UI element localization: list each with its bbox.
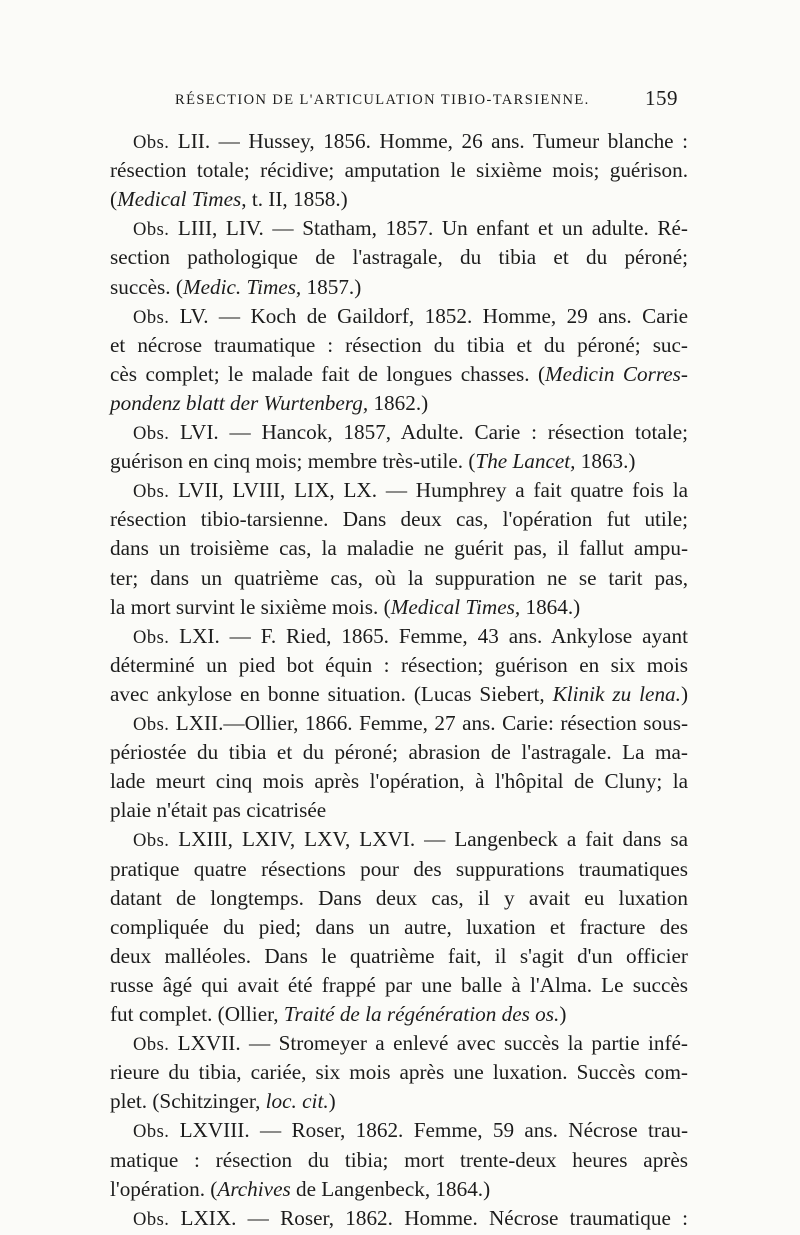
italic-citation: Klinik zu lena.: [552, 681, 681, 706]
italic-citation: Medic. Times,: [182, 274, 302, 299]
text-run: succès. (: [110, 274, 183, 299]
text-run: LV. — Koch de Gaildorf, 1852. Homme, 29 ans. Carie: [179, 303, 688, 328]
text-line: [110, 564, 688, 593]
text-line: [110, 1087, 688, 1116]
text-line: [110, 971, 688, 1000]
text-run: résection tibio-tarsienne. Dans deux cas, l'opération fut utile;: [110, 507, 688, 532]
obs-label: Obs.: [133, 133, 178, 153]
obs-label: Obs.: [133, 482, 179, 503]
text-line: [110, 156, 688, 185]
obs-label: Obs.: [133, 1209, 181, 1230]
text-line: [110, 243, 688, 272]
text-line: [110, 884, 688, 913]
text-line: [133, 1029, 688, 1060]
italic-citation: The Lancet,: [475, 449, 576, 474]
text-line: [133, 418, 688, 449]
text-run: rieure du tibia, cariée, six mois après une luxation. Succès com-: [110, 1060, 688, 1085]
text-run: LXI. — F. Ried, 1865. Femme, 43 ans. Ankylose ayant: [179, 623, 688, 648]
text-line: [133, 825, 688, 856]
text-run: ter; dans un quatrième cas, où la suppuration ne se tarit pas,: [110, 565, 688, 590]
text-run: , t. II, 1858.): [241, 187, 348, 212]
text-line: [110, 942, 688, 971]
obs-label: Obs.: [133, 1035, 178, 1056]
text-run: LXVIII. — Roser, 1862. Femme, 59 ans. Nécrose trau-: [179, 1118, 689, 1143]
text-line: [110, 651, 688, 680]
obs-label: Obs.: [133, 831, 179, 852]
obs-label: Obs.: [133, 715, 176, 735]
text-run: cès complet; le malade fait de longues chasses. (: [110, 361, 546, 386]
text-run: plet. (Schitzinger,: [110, 1089, 266, 1114]
text-run: fut complet. (Ollier,: [110, 1002, 284, 1026]
text-line: [110, 389, 688, 418]
text-run: lade meurt cinq mois après l'opération, à l'hôpital de Cluny; la: [110, 769, 688, 794]
text-run: datant de longtemps. Dans deux cas, il y avait eu luxation: [110, 885, 688, 910]
text-run: deux malléoles. Dans le quatrième fait, il s'agit d'un officier: [110, 943, 688, 968]
page-number: 159: [645, 86, 678, 110]
text-line: [110, 767, 688, 796]
text-run: compliquée du pied; dans un autre, luxation et fracture des: [110, 914, 688, 939]
text-line: [110, 1146, 688, 1175]
text-line: [133, 709, 688, 740]
text-line: [133, 476, 688, 507]
text-line: [110, 738, 688, 767]
text-line: [110, 855, 688, 884]
text-run: 1864.): [520, 594, 581, 619]
italic-citation: pondenz blatt der Wurtenberg,: [110, 390, 369, 415]
text-line: [110, 593, 688, 622]
obs-label: Obs.: [133, 220, 178, 241]
text-run: déterminé un pied bot équin : résection; guérison en six mois: [110, 652, 688, 677]
text-run: ): [559, 1002, 567, 1026]
text-line: [110, 680, 688, 709]
text-run: LXII.—Ollier, 1866. Femme, 27 ans. Carie: résection sous-: [175, 711, 689, 735]
text-run: résection totale; récidive; amputation le sixième mois; guérison.: [110, 158, 688, 183]
text-run: de Langenbeck, 1864.): [290, 1176, 491, 1201]
text-line: [110, 1175, 688, 1204]
text-line: [133, 302, 688, 333]
text-line: [110, 360, 688, 389]
italic-citation: Medical Times,: [390, 594, 521, 619]
italic-citation: Medicin Corres-: [545, 361, 688, 386]
text-line: [110, 1000, 688, 1029]
text-run: et nécrose traumatique : résection du tibia et du péroné; suc-: [110, 332, 688, 357]
text-run: LXIX. — Roser, 1862. Homme. Nécrose traumatique :: [180, 1205, 688, 1230]
text-run: LVII, LVIII, LIX, LX. — Humphrey a fait quatre fois la: [178, 478, 688, 503]
text-line: [110, 1058, 688, 1087]
text-run: section pathologique de l'astragale, du tibia et du péroné;: [110, 245, 688, 270]
text-run: 1863.): [575, 449, 636, 474]
running-head: RÉSECTION DE L'ARTICULATION TIBIO-TARSIENNE.: [175, 92, 590, 108]
text-run: ): [680, 681, 688, 706]
text-line: [133, 1116, 688, 1147]
obs-label: Obs.: [133, 424, 181, 444]
text-line: [110, 331, 688, 360]
text-line: [133, 127, 688, 158]
text-run: LIII, LIV. — Statham, 1857. Un enfant et un adulte. Ré-: [177, 216, 688, 241]
text-line: [110, 447, 688, 476]
text-run: 1857.): [301, 274, 362, 299]
text-line: [110, 185, 688, 214]
italic-citation: Archives: [217, 1176, 291, 1201]
text-line: [133, 214, 688, 245]
text-run: avec ankylose en bonne situation. (Lucas Siebert,: [110, 681, 553, 706]
text-run: LVI. — Hancok, 1857, Adulte. Carie : résection totale;: [180, 420, 688, 444]
italic-citation: Medical Times: [117, 187, 242, 212]
text-run: LXVII. — Stromeyer a enlevé avec succès la partie infé-: [177, 1031, 688, 1056]
text-run: (: [110, 187, 118, 212]
text-line: [110, 505, 688, 534]
text-line: [133, 1204, 688, 1235]
text-run: 1862.): [368, 390, 429, 415]
obs-label: Obs.: [133, 627, 180, 648]
text-run: pratique quatre résections pour des suppurations traumatiques: [110, 856, 688, 881]
text-run: dans un troisième cas, la maladie ne guérit pas, il fallut ampu-: [110, 536, 688, 561]
text-line: [110, 796, 688, 825]
text-run: périostée du tibia et du péroné; abrasion de l'astragale. La ma-: [110, 740, 688, 765]
text-run: plaie n'était pas cicatrisée: [110, 798, 327, 823]
italic-citation: loc. cit.: [265, 1089, 329, 1114]
text-run: la mort survint le sixième mois. (: [110, 594, 391, 619]
obs-label: Obs.: [133, 1122, 180, 1143]
text-line: [110, 534, 688, 563]
text-run: l'opération. (: [110, 1176, 218, 1201]
italic-citation: Traité de la régénération des os.: [283, 1002, 560, 1026]
text-run: LXIII, LXIV, LXV, LXVI. — Langenbeck a fait dans sa: [178, 827, 688, 852]
text-line: [133, 622, 688, 653]
text-run: LII. — Hussey, 1856. Homme, 26 ans. Tumeur blanche :: [177, 129, 688, 153]
text-run: guérison en cinq mois; membre très-utile. (: [110, 449, 476, 474]
text-run: matique : résection du tibia; mort trente-deux heures après: [110, 1147, 688, 1172]
text-run: ): [328, 1089, 336, 1114]
obs-label: Obs.: [133, 307, 180, 328]
text-line: [110, 273, 688, 302]
text-line: [110, 913, 688, 942]
text-run: russe âgé qui avait été frappé par une balle à l'Alma. Le succès: [110, 972, 688, 997]
